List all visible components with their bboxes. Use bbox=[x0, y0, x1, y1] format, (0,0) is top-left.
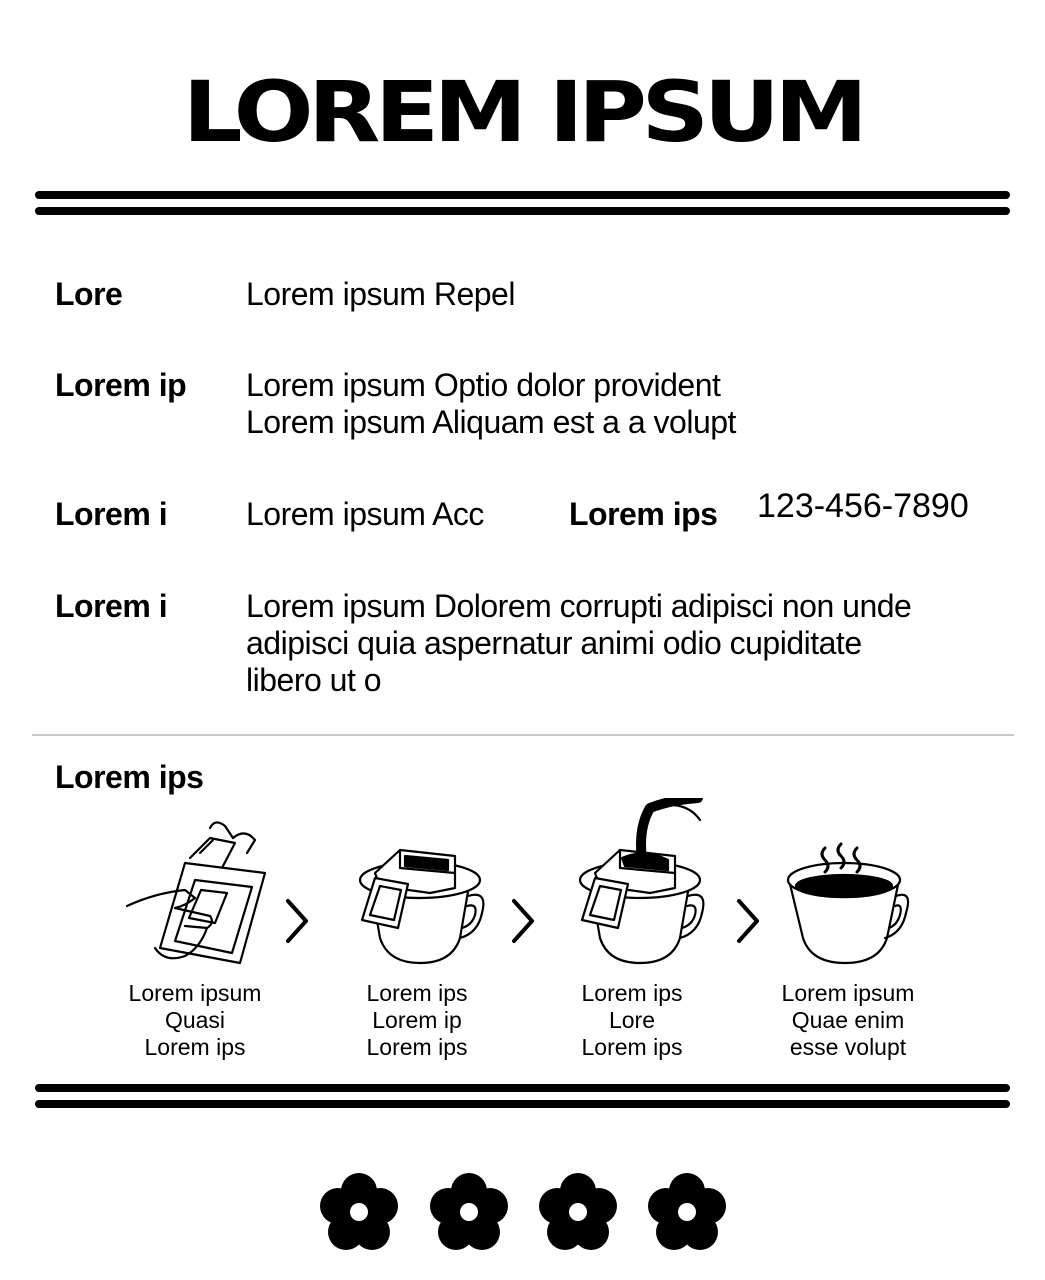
step-3-caption bbox=[522, 980, 742, 1061]
flower-icon bbox=[318, 1172, 400, 1254]
chevron-right-icon bbox=[733, 895, 763, 947]
row-2-value bbox=[246, 367, 736, 441]
steps-title: Lorem ips bbox=[55, 759, 204, 795]
page-title: LOREM IPSUM bbox=[182, 63, 863, 161]
pour-water-icon bbox=[560, 798, 720, 978]
chevron-right-icon bbox=[508, 895, 538, 947]
step-2-caption-line: Lorem ips bbox=[366, 1034, 468, 1060]
step-1-caption-line: Lorem ips bbox=[144, 1034, 246, 1060]
flower-icon bbox=[537, 1172, 619, 1254]
flower-icon bbox=[428, 1172, 510, 1254]
step-1-caption-line: Lorem ipsum bbox=[128, 980, 262, 1006]
step-2-caption-line: Lorem ip bbox=[372, 1007, 462, 1033]
step-3-caption-line: Lorem ips bbox=[581, 1034, 683, 1060]
row-4-line-2: adipisci quia aspernatur animi odio cupiditate bbox=[246, 625, 862, 661]
row-3-line-1: Lorem ipsum Acc bbox=[246, 496, 484, 532]
step-4-caption-line: esse volupt bbox=[789, 1034, 907, 1060]
coffee-cup-icon bbox=[775, 798, 935, 978]
top-rule-2 bbox=[35, 207, 1010, 215]
row-2-line-2: Lorem ipsum Aliquam est a a volupt bbox=[246, 404, 736, 440]
step-4-caption bbox=[738, 980, 958, 1061]
row-3-label: Lorem i bbox=[55, 496, 168, 532]
row-1-label: Lore bbox=[55, 276, 123, 312]
phone-label: Lorem ips bbox=[569, 496, 718, 532]
step-2-caption bbox=[307, 980, 527, 1061]
drip-bag-on-cup-icon bbox=[340, 798, 500, 978]
phone-number: 123-456-7890 bbox=[757, 487, 969, 525]
row-4-label: Lorem i bbox=[55, 588, 168, 624]
step-4-caption-line: Lorem ipsum bbox=[781, 980, 915, 1006]
row-2-line-1: Lorem ipsum Optio dolor provident bbox=[246, 367, 721, 403]
row-4-line-1: Lorem ipsum Dolorem corrupti adipisci non unde bbox=[246, 588, 912, 624]
section-divider bbox=[32, 734, 1014, 736]
step-3-caption-line: Lorem ips bbox=[581, 980, 683, 1006]
step-3-caption-line: Lore bbox=[608, 1007, 656, 1033]
row-4-value bbox=[246, 588, 911, 699]
bottom-rule-2 bbox=[35, 1100, 1010, 1108]
row-2-label: Lorem ip bbox=[55, 367, 187, 403]
top-rule-1 bbox=[35, 191, 1010, 199]
step-1-caption bbox=[85, 980, 305, 1061]
step-1-caption-line: Quasi bbox=[164, 1007, 226, 1033]
row-1-value bbox=[246, 276, 515, 313]
row-1-line-1: Lorem ipsum Repel bbox=[246, 276, 515, 312]
flower-icon bbox=[646, 1172, 728, 1254]
step-4-caption-line: Quae enim bbox=[791, 1007, 905, 1033]
open-drip-bag-icon bbox=[115, 798, 275, 978]
row-3-value bbox=[246, 496, 484, 533]
step-2-caption-line: Lorem ips bbox=[366, 980, 468, 1006]
row-4-line-3: libero ut o bbox=[246, 662, 382, 698]
bottom-rule-1 bbox=[35, 1084, 1010, 1092]
chevron-right-icon bbox=[282, 895, 312, 947]
